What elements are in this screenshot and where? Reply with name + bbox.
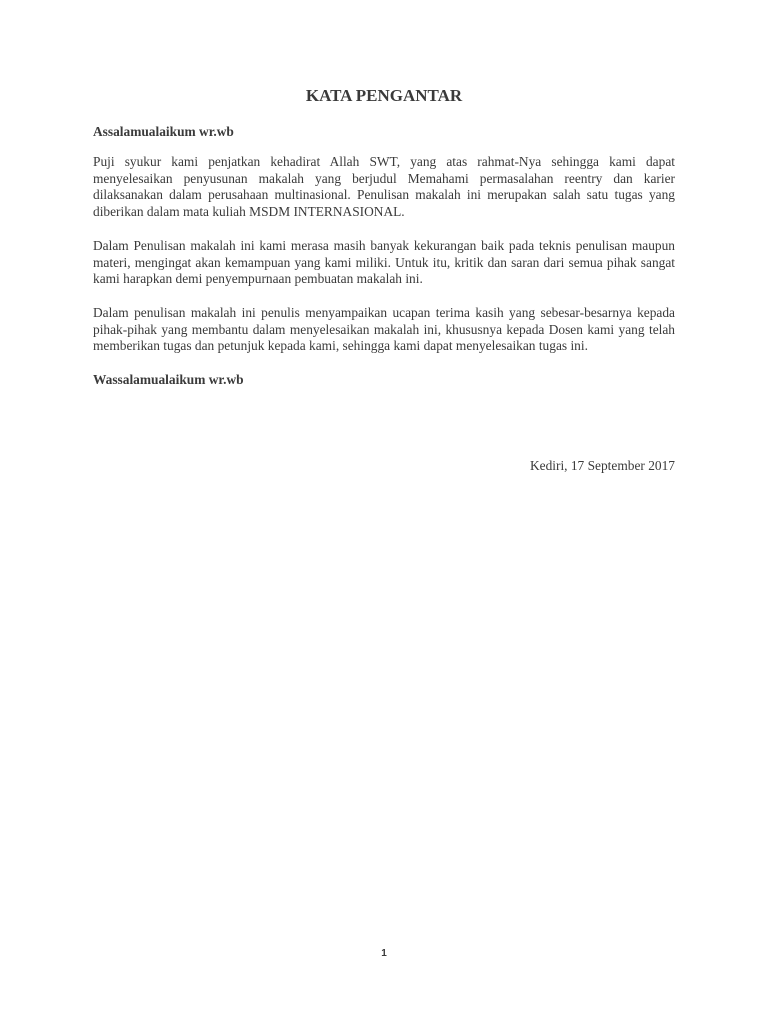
page-title: KATA PENGANTAR xyxy=(305,86,463,105)
closing-salutation: Wassalamualaikum wr.wb xyxy=(93,372,244,388)
paragraph: Dalam Penulisan makalah ini kami merasa masih banyak kekurangan baik pada teknis penulisan maupun materi, mengingat akan kemampuan yang kami miliki. Untuk itu, kritik dan saran dari semua pihak sangat kami harapkan demi penyempurnaan pembuatan makalah ini. xyxy=(93,237,675,287)
paragraph: Dalam penulisan makalah ini penulis menyampaikan ucapan terima kasih yang sebesar-besarnya kepada pihak-pihak yang membantu dalam menyelesaikan makalah ini, khususnya kepada Dosen kami yang telah memberikan tugas dan petunjuk kepada kami, sehingga kami dapat menyelesaikan tugas ini. xyxy=(93,304,675,354)
place-date-signoff: Kediri, 17 September 2017 xyxy=(529,458,675,473)
document-body xyxy=(93,84,675,388)
paragraph: Puji syukur kami penjatkan kehadirat Allah SWT, yang atas rahmat-Nya sehingga kami dapat menyelesaikan penyusunan makalah yang berjudul Memahami permasalahan reentry dan karier dilaksanakan dalam perusahaan multinasional. Penulisan makalah ini merupakan salah satu tugas yang diberikan dalam mata kuliah MSDM INTERNASIONAL. xyxy=(93,154,675,220)
greeting: Assalamualaikum wr.wb xyxy=(93,124,234,139)
page-number: 1 xyxy=(381,948,387,959)
